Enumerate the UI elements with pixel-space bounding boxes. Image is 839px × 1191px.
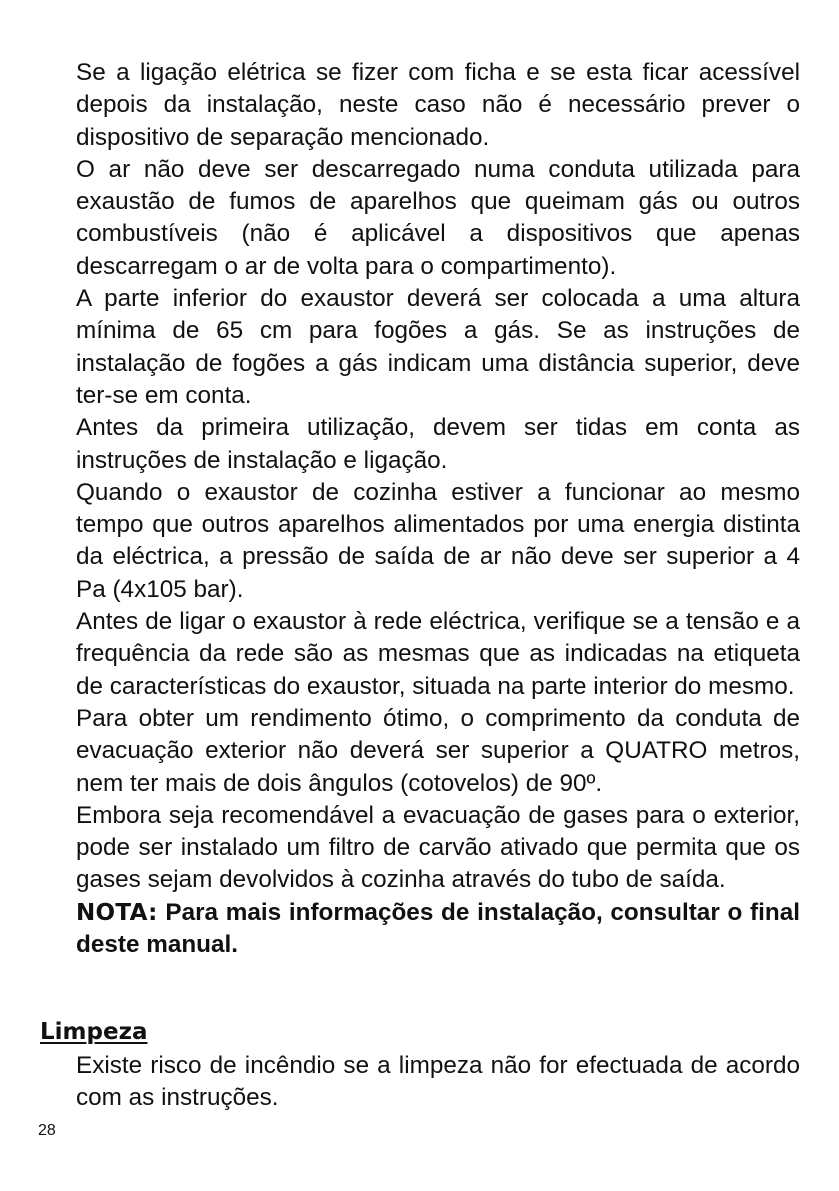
paragraph-air-discharge: O ar não deve ser descarregado numa conduta utilizada para exaustão de fumos de aparelhos que queimam gás ou outros combustíveis (não é aplicável a dispositivos que apenas descarregam o ar de volta para o compartimento). xyxy=(76,155,800,280)
paragraph-voltage-check: Antes de ligar o exaustor à rede eléctrica, verifique se a tensão e a frequência da rede são as mesmas que as indicadas na etiqueta de características do exaustor, situada na parte interior do mesmo. xyxy=(76,608,800,700)
cleaning-section xyxy=(76,1050,800,1115)
note-paragraph xyxy=(76,897,800,962)
paragraph-minimum-height: A parte inferior do exaustor deverá ser colocada a uma altura mínima de 65 cm para fogões a gás. Se as instruções de instalação de fogões a gás indicam uma distância superior, deve ter-se em conta. xyxy=(76,285,800,409)
paragraph-first-use: Antes da primeira utilização, devem ser tidas em conta as instruções de instalação e ligação. xyxy=(76,414,800,474)
installation-instructions xyxy=(76,57,800,961)
section-heading-limpeza: Limpeza xyxy=(40,1019,148,1045)
paragraph-carbon-filter: Embora seja recomendável a evacuação de gases para o exterior, pode ser instalado um filtro de carvão ativado que permita que os gases sejam devolvidos à cozinha através do tubo de saída. xyxy=(76,801,800,894)
paragraph-air-pressure: Quando o exaustor de cozinha estiver a funcionar ao mesmo tempo que outros aparelhos alimentados por uma energia distinta da eléctrica, a pressão de saída de ar não deve ser superior a 4 Pa (4x105 bar). xyxy=(76,478,800,603)
note-label: NOTA: xyxy=(76,899,158,926)
paragraph-plug-connection: Se a ligação elétrica se fizer com ficha e se esta ficar acessível depois da instalação, neste caso não é necessário prever o dispositivo de separação mencionado. xyxy=(76,59,800,151)
paragraph-duct-length: Para obter um rendimento ótimo, o comprimento da conduta de evacuação exterior não deverá ser superior a QUATRO metros, nem ter mais de dois ângulos (cotovelos) de 90º. xyxy=(76,704,800,797)
page-number: 28 xyxy=(38,1122,56,1139)
paragraph-fire-risk: Existe risco de incêndio se a limpeza não for efectuada de acordo com as instruções. xyxy=(76,1052,800,1112)
note-text: Para mais informações de instalação, consultar o final deste manual. xyxy=(76,898,800,959)
